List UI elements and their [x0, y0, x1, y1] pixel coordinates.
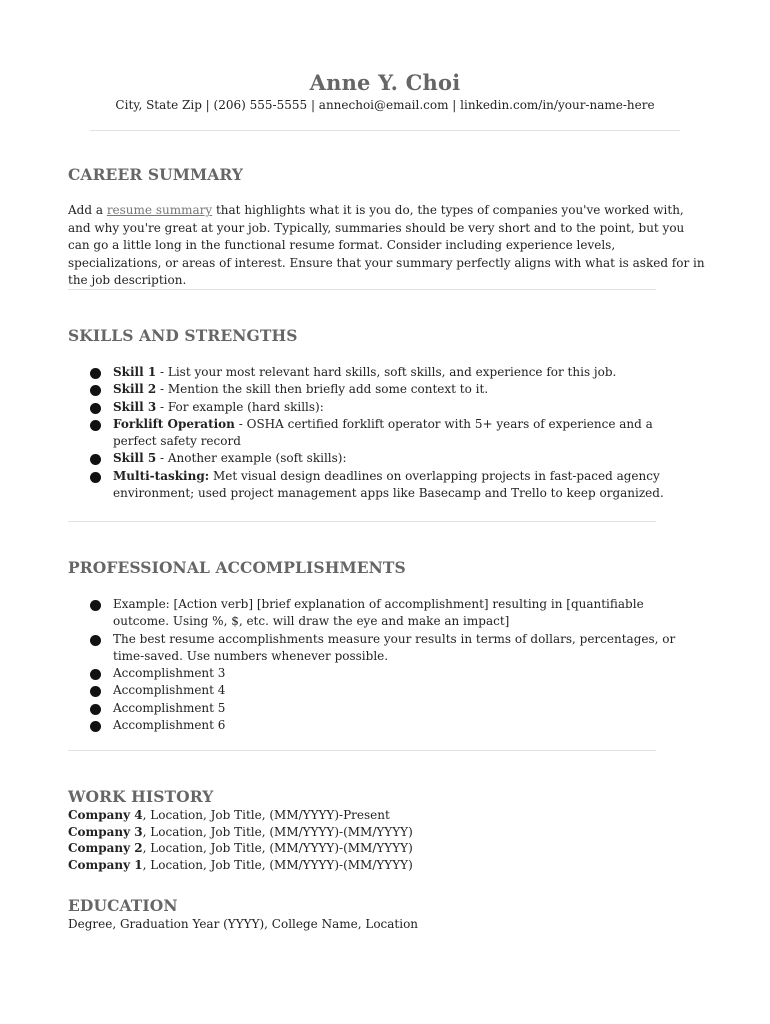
accomplishment-text: Accomplishment 5 [113, 700, 226, 715]
bullet-icon [90, 472, 101, 483]
work-history-heading: WORK HISTORY [68, 787, 214, 806]
education-line: Degree, Graduation Year (YYYY), College Name, Location [68, 917, 419, 931]
skill-text: - List your most relevant hard skills, soft skills, and experience for this job. [156, 365, 617, 379]
list-item [88, 717, 688, 734]
accomplishments-heading: PROFESSIONAL ACCOMPLISHMENTS [68, 558, 406, 577]
contact-line: City, State Zip | (206) 555-5555 | annechoi@email.com | linkedin.com/in/your-name-here [115, 98, 655, 112]
skill-label: Skill 5 [113, 451, 157, 466]
company-name: Company 2 [68, 841, 143, 855]
work-entry [68, 840, 413, 857]
skills-list [88, 364, 688, 502]
company-name: Company 3 [68, 824, 143, 839]
list-item [88, 468, 688, 503]
header-divider [90, 130, 680, 131]
bullet-icon [90, 635, 101, 646]
bullet-icon [90, 368, 101, 379]
work-detail: , Location, Job Title, (MM/YYYY)-Present [142, 808, 390, 822]
career-summary-text [68, 202, 708, 290]
list-item [88, 700, 688, 717]
work-history-list [68, 807, 413, 873]
summary-text-post: that highlights what it is you do, the types of companies you've worked with, and why you're great at your job. Typically, summaries should be very short and to the point, but you can go a little long in the functional resume format. Consider including experience levels, specializations, or areas of interest. Ensure that your summary perfectly aligns with what is asked for in the job description. [68, 203, 705, 287]
summary-divider [68, 289, 656, 290]
list-item [88, 631, 688, 666]
skill-text: - Mention the skill then briefly add some context to it. [156, 382, 489, 397]
candidate-name: Anne Y. Choi [309, 70, 461, 95]
bullet-icon [90, 420, 101, 431]
accomplishments-divider [68, 750, 656, 751]
work-detail: , Location, Job Title, (MM/YYYY)-(MM/YYYY) [142, 824, 413, 839]
bullet-icon [90, 403, 101, 414]
skill-text: - For example (hard skills): [156, 399, 324, 414]
education-heading: EDUCATION [68, 896, 178, 915]
company-name: Company 1 [68, 857, 143, 872]
list-item [88, 665, 688, 682]
bullet-icon [90, 600, 101, 611]
work-entry [68, 857, 413, 874]
bullet-icon [90, 704, 101, 715]
skill-label: Forklift Operation [113, 416, 235, 431]
list-item [88, 399, 688, 416]
list-item [88, 450, 688, 467]
bullet-icon [90, 669, 101, 680]
accomplishment-text: Accomplishment 6 [113, 718, 226, 733]
career-summary-heading: CAREER SUMMARY [68, 165, 244, 184]
company-name: Company 4 [68, 808, 143, 822]
bullet-icon [90, 721, 101, 732]
list-item [88, 596, 688, 631]
bullet-icon [90, 686, 101, 697]
work-entry [68, 824, 413, 841]
skill-text: - OSHA certified forklift operator with 5+ years of experience and a perfect safety record [113, 416, 653, 449]
bullet-icon [90, 454, 101, 465]
accomplishment-text: The best resume accomplishments measure your results in terms of dollars, percentages, or time-saved. Use numbers whenever possible. [113, 631, 676, 663]
list-item [88, 381, 688, 398]
skills-divider [68, 521, 656, 522]
resume-summary-link[interactable]: resume summary [106, 203, 213, 217]
skill-label: Skill 1 [113, 365, 157, 379]
work-entry [68, 807, 413, 824]
skill-label: Multi-tasking: [113, 468, 210, 483]
skill-label: Skill 2 [113, 382, 157, 397]
skill-text: Met visual design deadlines on overlapping projects in fast-paced agency environment; used project management apps like Basecamp and Trello to keep organized. [113, 468, 664, 501]
list-item [88, 416, 688, 451]
accomplishment-text: Example: [Action verb] [brief explanation of accomplishment] resulting in [quantifiable outcome. Using %, $, etc. will draw the eye and make an impact] [113, 597, 644, 629]
bullet-icon [90, 385, 101, 396]
accomplishment-text: Accomplishment 3 [113, 666, 226, 681]
work-detail: , Location, Job Title, (MM/YYYY)-(MM/YYYY) [142, 857, 413, 872]
skill-text: - Another example (soft skills): [156, 451, 347, 466]
skills-heading: SKILLS AND STRENGTHS [68, 326, 298, 345]
list-item [88, 682, 688, 699]
summary-text-pre: Add a [68, 203, 107, 217]
accomplishment-text: Accomplishment 4 [113, 683, 226, 698]
skill-label: Skill 3 [113, 399, 157, 414]
list-item [88, 364, 688, 381]
work-detail: , Location, Job Title, (MM/YYYY)-(MM/YYYY) [142, 841, 413, 855]
accomplishments-list [88, 596, 688, 734]
